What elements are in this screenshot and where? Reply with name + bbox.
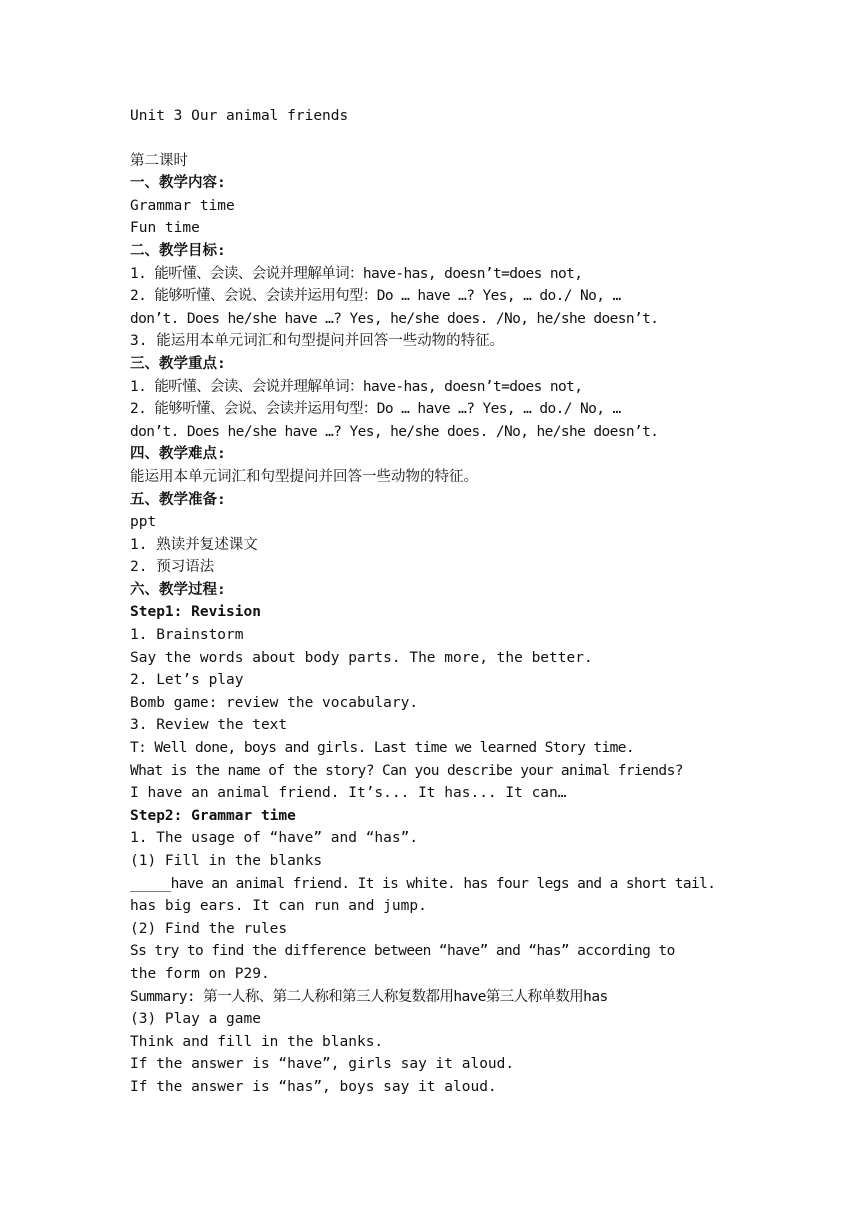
text-line: 3. Review the text [130,717,288,734]
text-line: has big ears. It can run and jump. [130,898,427,915]
text-line: 2. 能够听懂、会说、会读并运用句型：Do … have …? Yes, … do./ No, … [130,288,621,305]
text-line: 1. 熟读并复述课文 [130,536,258,553]
text-line: Think and fill in the blanks. [130,1033,384,1050]
section-heading-procedure: 六、教学过程: [130,581,226,598]
section-heading-preparation: 五、教学准备: [130,491,226,508]
text-line: 1. 能听懂、会读、会说并理解单词：have-has, doesn’t=does not, [130,265,583,282]
text-line: Say the words about body parts. The more, the better. [130,649,593,666]
section-heading-difficulties: 四、教学难点: [130,446,226,463]
text-line: 1. 能听懂、会读、会说并理解单词：have-has, doesn’t=does not, [130,378,583,395]
text-line: Ss try to find the difference between “have” and “has” according to [130,943,675,960]
text-line: 1. Brainstorm [130,627,244,644]
text-line: don’t. Does he/she have …? Yes, he/she does. /No, he/she doesn’t. [130,423,659,440]
text-line: 2. 预习语法 [130,559,215,576]
section-heading-key-points: 三、教学重点: [130,355,226,372]
text-line: 2. 能够听懂、会说、会读并运用句型：Do … have …? Yes, … do./ No, … [130,401,621,418]
text-line: Fun time [130,220,200,237]
text-line: 2. Let’s play [130,672,244,689]
step-heading: Step2: Grammar time [130,807,296,824]
text-line: 1. The usage of “have” and “has”. [130,830,419,847]
section-heading-objectives: 二、教学目标: [130,242,226,259]
lesson-plan-document [130,105,740,1099]
lesson-number: 第二课时 [130,152,188,169]
step-heading: Step1: Revision [130,604,261,621]
text-line: 3. 能运用本单元词汇和句型提问并回答一些动物的特征。 [130,333,505,350]
text-line: Grammar time [130,197,235,214]
text-line: don’t. Does he/she have …? Yes, he/she does. /No, he/she doesn’t. [130,310,659,327]
text-line: 能运用本单元词汇和句型提问并回答一些动物的特征。 [130,468,478,485]
text-line: What is the name of the story? Can you describe your animal friends? [130,762,683,779]
text-line: (2) Find the rules [130,920,288,937]
text-line: Bomb game: review the vocabulary. [130,694,419,711]
text-line: the form on P29. [130,965,270,982]
text-line: If the answer is “has”, boys say it aloud. [130,1078,497,1095]
text-line: _____have an animal friend. It is white. has four legs and a short tail. [130,875,716,892]
document-title: Unit 3 Our animal friends [130,108,349,124]
text-line: (1) Fill in the blanks [130,853,323,869]
text-line: T: Well done, boys and girls. Last time we learned Story time. [130,740,635,757]
text-line: (3) Play a game [130,1011,261,1028]
text-line: Summary: 第一人称、第二人称和第三人称复数都用have第三人称单数用has [130,988,608,1005]
text-line: ppt [130,514,157,531]
section-heading-content: 一、教学内容: [130,175,226,192]
text-line: I have an animal friend. It’s... It has... It can… [130,785,567,802]
text-line: If the answer is “have”, girls say it aloud. [130,1056,515,1073]
